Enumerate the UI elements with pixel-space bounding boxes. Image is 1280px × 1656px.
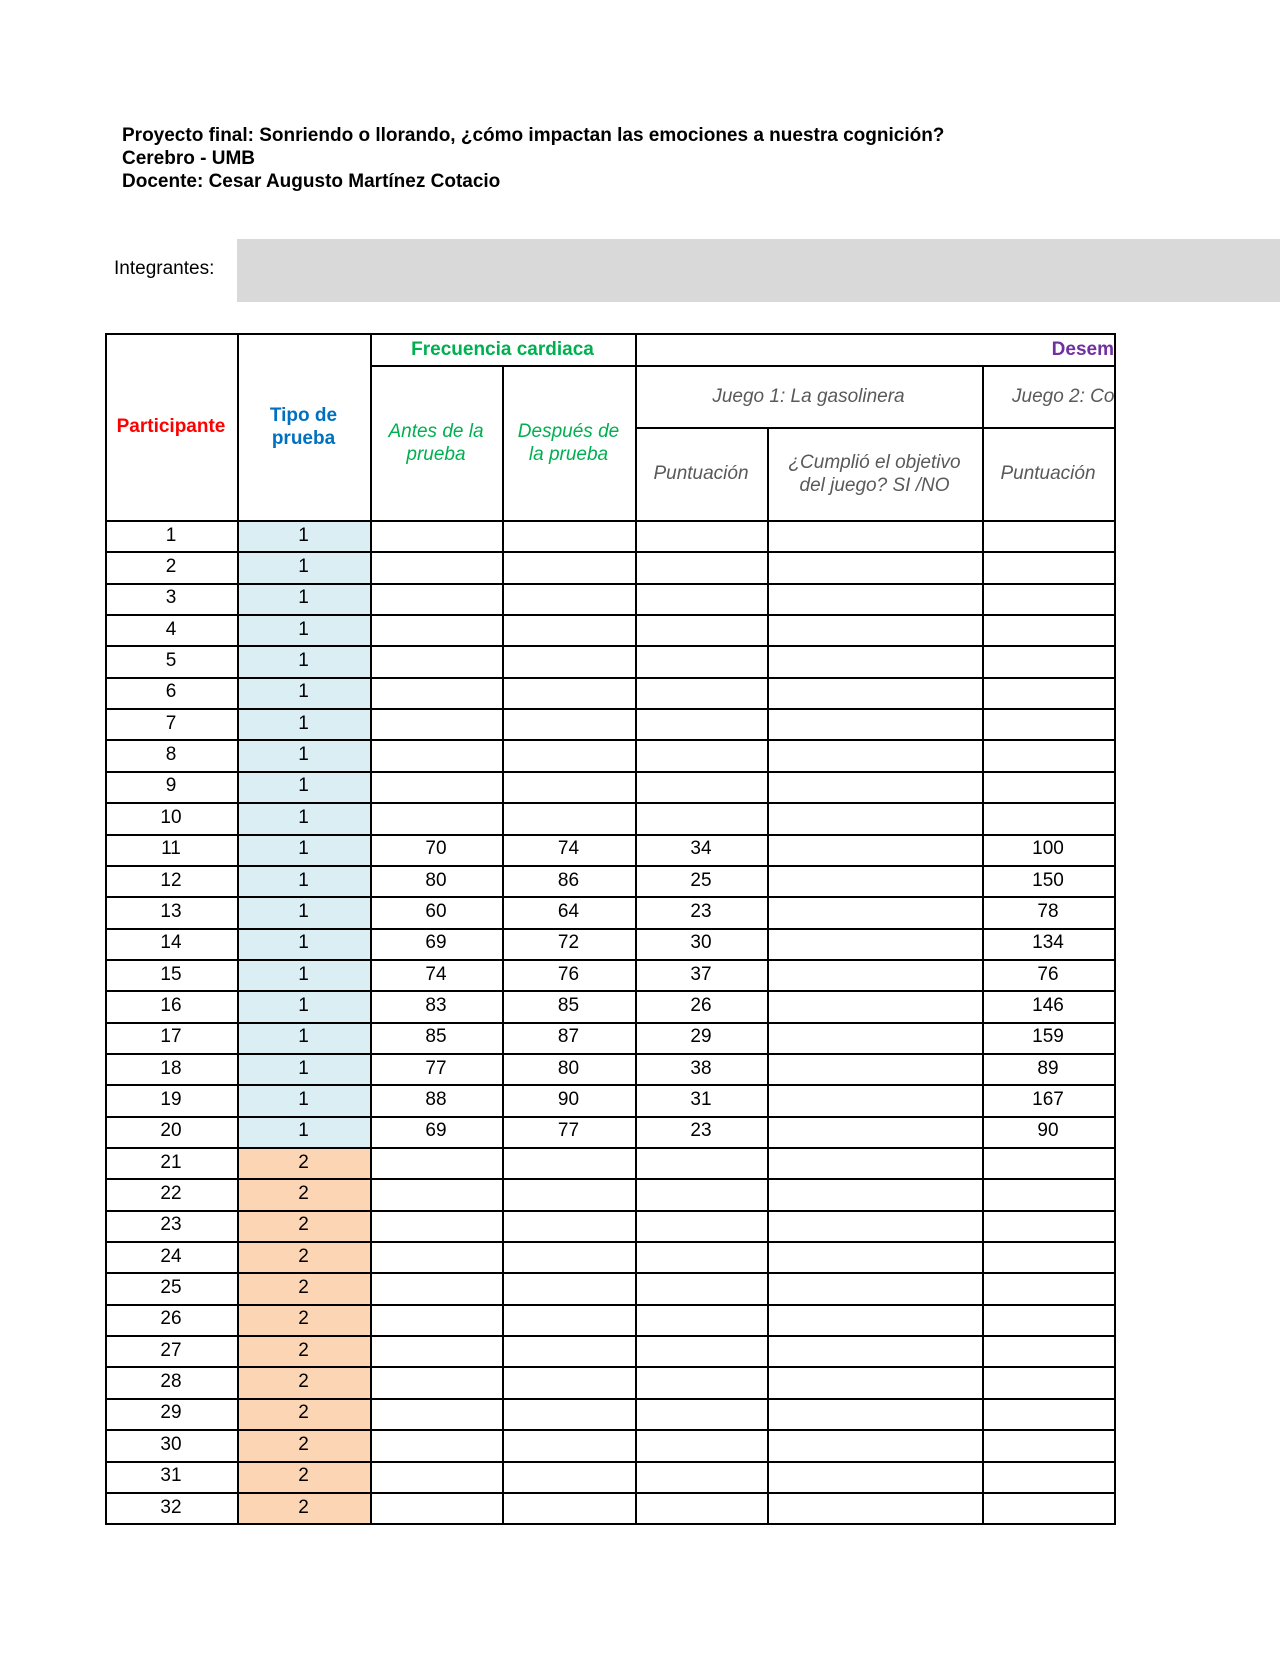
cell-punt2[interactable] xyxy=(982,583,1114,614)
cell-antes[interactable]: 83 xyxy=(425,994,447,1016)
cell-p[interactable]: 3 xyxy=(165,587,177,609)
cell-punt2[interactable] xyxy=(982,802,1114,833)
cell-despues[interactable] xyxy=(502,802,635,833)
cell-punt1[interactable]: 38 xyxy=(690,1057,712,1079)
cell-punt2[interactable]: 146 xyxy=(1032,994,1064,1016)
grid-h xyxy=(105,1429,1116,1431)
cell-despues[interactable] xyxy=(502,1304,635,1335)
cell-antes[interactable]: 85 xyxy=(425,1026,447,1048)
grid-h xyxy=(105,551,1116,553)
grid-h xyxy=(105,1335,1116,1337)
cell-punt1[interactable] xyxy=(635,1241,767,1272)
cell-cumplio[interactable] xyxy=(767,1335,982,1366)
cell-punt2[interactable]: 150 xyxy=(1032,869,1064,891)
cell-despues[interactable] xyxy=(502,1210,635,1241)
cell-despues[interactable] xyxy=(502,1241,635,1272)
cell-despues[interactable]: 90 xyxy=(557,1088,580,1110)
cell-p[interactable]: 26 xyxy=(160,1308,182,1330)
cell-despues[interactable] xyxy=(502,739,635,770)
cell-cumplio[interactable] xyxy=(767,677,982,708)
grid-h xyxy=(105,1398,1116,1400)
col-header-cumplio-objetivo: ¿Cumplió el objetivo del juego? SI /NO xyxy=(788,451,961,496)
cell-punt2[interactable] xyxy=(982,1147,1114,1178)
cell-punt2[interactable] xyxy=(982,677,1114,708)
grid-h xyxy=(105,990,1116,992)
cell-cumplio[interactable] xyxy=(767,865,982,896)
cell-t[interactable]: 2 xyxy=(298,1245,309,1267)
cell-antes[interactable] xyxy=(370,739,502,770)
cell-cumplio[interactable] xyxy=(767,1022,982,1053)
cell-punt1[interactable] xyxy=(635,1398,767,1429)
cell-antes[interactable] xyxy=(370,1304,502,1335)
cell-p[interactable]: 13 xyxy=(160,900,182,922)
cell-cumplio[interactable] xyxy=(767,1398,982,1429)
cell-punt1[interactable] xyxy=(635,1304,767,1335)
cell-despues[interactable] xyxy=(502,614,635,645)
cell-punt1[interactable]: 23 xyxy=(690,900,712,922)
grid-h xyxy=(105,645,1116,647)
grid-v xyxy=(982,365,984,1524)
cell-cumplio[interactable] xyxy=(767,1492,982,1523)
grid-h xyxy=(105,1053,1116,1055)
grid-h xyxy=(105,802,1116,804)
grid-h xyxy=(105,1241,1116,1243)
cell-punt1[interactable]: 25 xyxy=(690,869,712,891)
cell-despues[interactable] xyxy=(502,1272,635,1303)
grid-h xyxy=(105,1084,1116,1086)
cell-despues[interactable] xyxy=(502,1366,635,1397)
cell-p[interactable]: 22 xyxy=(160,1183,182,1205)
cell-t[interactable]: 2 xyxy=(298,1277,309,1299)
cell-t[interactable]: 1 xyxy=(298,681,309,703)
cell-cumplio[interactable] xyxy=(767,645,982,676)
cell-punt2[interactable] xyxy=(982,1366,1114,1397)
col-header-despues: Después de la prueba xyxy=(517,420,620,465)
grid-h xyxy=(105,739,1116,741)
grid-h xyxy=(105,959,1116,961)
grid-h xyxy=(105,928,1116,930)
cell-antes[interactable] xyxy=(370,1178,502,1209)
cell-t[interactable]: 1 xyxy=(298,1120,309,1142)
cell-punt2[interactable] xyxy=(982,614,1114,645)
cell-punt2[interactable]: 78 xyxy=(1037,900,1059,922)
cell-despues[interactable] xyxy=(502,677,635,708)
cell-despues[interactable]: 87 xyxy=(557,1026,580,1048)
cell-punt2[interactable] xyxy=(982,1241,1114,1272)
cell-p[interactable]: 11 xyxy=(161,838,181,860)
cell-p[interactable]: 27 xyxy=(160,1339,182,1361)
cell-antes[interactable] xyxy=(370,614,502,645)
cell-punt1[interactable] xyxy=(635,677,767,708)
cell-punt1[interactable] xyxy=(635,802,767,833)
grid-h xyxy=(370,365,1116,367)
cell-cumplio[interactable] xyxy=(767,1461,982,1492)
cell-t[interactable]: 1 xyxy=(298,963,309,985)
cell-t[interactable]: 1 xyxy=(298,775,309,797)
cell-despues[interactable]: 64 xyxy=(557,900,580,922)
cell-punt2[interactable]: 100 xyxy=(1032,838,1064,860)
cell-t[interactable]: 2 xyxy=(298,1339,309,1361)
cell-p[interactable]: 7 xyxy=(165,712,177,734)
cell-antes[interactable] xyxy=(370,1210,502,1241)
border-bottom xyxy=(105,1523,1116,1525)
cell-punt2[interactable] xyxy=(982,1178,1114,1209)
cell-t[interactable]: 1 xyxy=(298,1088,309,1110)
cell-t[interactable]: 1 xyxy=(298,994,309,1016)
cell-punt1[interactable] xyxy=(635,1272,767,1303)
cell-t[interactable]: 2 xyxy=(298,1183,309,1205)
cell-despues[interactable] xyxy=(502,1429,635,1460)
cell-antes[interactable]: 60 xyxy=(425,900,447,922)
cell-p[interactable]: 6 xyxy=(165,681,177,703)
cell-cumplio[interactable] xyxy=(767,1429,982,1460)
cell-cumplio[interactable] xyxy=(767,1147,982,1178)
cell-punt2[interactable] xyxy=(982,1304,1114,1335)
cell-p[interactable]: 14 xyxy=(160,932,182,954)
grid-h xyxy=(105,1272,1116,1274)
cell-t[interactable]: 1 xyxy=(298,838,309,860)
cell-t[interactable]: 2 xyxy=(298,1151,309,1173)
cell-t[interactable]: 1 xyxy=(298,900,309,922)
col-header-puntuacion-1: Puntuación xyxy=(653,463,749,484)
grid-h xyxy=(105,677,1116,679)
cell-p[interactable]: 28 xyxy=(160,1371,182,1393)
cell-punt1[interactable] xyxy=(635,520,767,551)
cell-despues[interactable]: 76 xyxy=(557,963,580,985)
cell-despues[interactable] xyxy=(502,520,635,551)
cell-p[interactable]: 12 xyxy=(160,869,182,891)
col-header-desempeno: Desem xyxy=(1051,338,1114,360)
cell-cumplio[interactable] xyxy=(767,1272,982,1303)
cell-punt1[interactable]: 23 xyxy=(690,1120,712,1142)
cell-punt2[interactable] xyxy=(982,1335,1114,1366)
cell-punt2[interactable] xyxy=(982,739,1114,770)
cell-antes[interactable] xyxy=(370,583,502,614)
cell-cumplio[interactable] xyxy=(767,1178,982,1209)
cell-t[interactable]: 2 xyxy=(298,1465,309,1487)
cell-cumplio[interactable] xyxy=(767,1084,982,1115)
grid-h xyxy=(105,1116,1116,1118)
cell-antes[interactable]: 69 xyxy=(425,932,447,954)
cell-p[interactable]: 23 xyxy=(160,1214,182,1236)
cell-cumplio[interactable] xyxy=(767,1053,982,1084)
cell-punt1[interactable]: 29 xyxy=(690,1026,712,1048)
cell-antes[interactable]: 70 xyxy=(425,838,447,860)
cell-punt1[interactable] xyxy=(635,1178,767,1209)
grid-h xyxy=(105,1492,1116,1494)
cell-t[interactable]: 1 xyxy=(298,806,309,828)
cell-cumplio[interactable] xyxy=(767,739,982,770)
cell-p[interactable]: 2 xyxy=(165,556,177,578)
cell-despues[interactable] xyxy=(502,1178,635,1209)
integrantes-field[interactable] xyxy=(237,239,1280,302)
border-top xyxy=(105,333,1116,335)
cell-t[interactable]: 2 xyxy=(298,1496,309,1518)
cell-punt1[interactable]: 30 xyxy=(690,932,712,954)
cell-p[interactable]: 21 xyxy=(160,1151,182,1173)
cell-p[interactable]: 16 xyxy=(160,994,182,1016)
cell-despues[interactable]: 72 xyxy=(557,932,580,954)
grid-h xyxy=(105,1304,1116,1306)
cell-cumplio[interactable] xyxy=(767,802,982,833)
col-header-puntuacion-2: Puntuación xyxy=(1000,463,1096,484)
cell-p[interactable]: 24 xyxy=(160,1245,182,1267)
cell-t[interactable]: 1 xyxy=(298,556,309,578)
cell-punt1[interactable] xyxy=(635,1210,767,1241)
cell-cumplio[interactable] xyxy=(767,1241,982,1272)
cell-despues[interactable] xyxy=(502,771,635,802)
cell-cumplio[interactable] xyxy=(767,551,982,582)
cell-despues[interactable] xyxy=(502,551,635,582)
cell-punt2[interactable] xyxy=(982,520,1114,551)
cell-t[interactable]: 2 xyxy=(298,1433,309,1455)
cell-cumplio[interactable] xyxy=(767,834,982,865)
cell-antes[interactable] xyxy=(370,1147,502,1178)
col-header-antes: Antes de la prueba xyxy=(388,420,484,465)
grid-v xyxy=(767,427,769,1524)
cell-cumplio[interactable] xyxy=(767,1366,982,1397)
cell-t[interactable]: 1 xyxy=(298,587,309,609)
cell-punt1[interactable] xyxy=(635,1429,767,1460)
cell-p[interactable]: 31 xyxy=(160,1465,182,1487)
cell-punt2[interactable] xyxy=(982,771,1114,802)
grid-h xyxy=(105,896,1116,898)
grid-h xyxy=(105,834,1116,836)
cell-p[interactable]: 1 xyxy=(165,524,177,546)
cell-despues[interactable] xyxy=(502,1147,635,1178)
cell-punt2[interactable] xyxy=(982,708,1114,739)
cell-punt2[interactable] xyxy=(982,645,1114,676)
cell-cumplio[interactable] xyxy=(767,1210,982,1241)
cell-punt2[interactable]: 90 xyxy=(1037,1120,1059,1142)
cell-cumplio[interactable] xyxy=(767,771,982,802)
cell-punt2[interactable] xyxy=(982,1210,1114,1241)
cell-p[interactable]: 20 xyxy=(160,1120,182,1142)
cell-cumplio[interactable] xyxy=(767,614,982,645)
cell-punt1[interactable] xyxy=(635,1492,767,1523)
cell-punt1[interactable]: 31 xyxy=(690,1088,712,1110)
cell-p[interactable]: 18 xyxy=(160,1057,182,1079)
cell-cumplio[interactable] xyxy=(767,959,982,990)
grid-h xyxy=(635,427,1116,429)
cell-t[interactable]: 1 xyxy=(298,650,309,672)
cell-despues[interactable] xyxy=(502,583,635,614)
cell-cumplio[interactable] xyxy=(767,708,982,739)
cell-t[interactable]: 2 xyxy=(298,1402,309,1424)
cell-cumplio[interactable] xyxy=(767,896,982,927)
grid-h xyxy=(105,520,1116,522)
document-header xyxy=(122,124,944,193)
cell-despues[interactable] xyxy=(502,1335,635,1366)
cell-t[interactable]: 2 xyxy=(298,1371,309,1393)
cell-punt2[interactable] xyxy=(982,551,1114,582)
grid-h xyxy=(105,1210,1116,1212)
grid-h xyxy=(105,1178,1116,1180)
grid-h xyxy=(105,1461,1116,1463)
cell-cumplio[interactable] xyxy=(767,583,982,614)
cell-t[interactable]: 2 xyxy=(298,1308,309,1330)
cell-punt1[interactable] xyxy=(635,1366,767,1397)
col-header-participante: Participante xyxy=(116,416,226,437)
cell-p[interactable]: 8 xyxy=(165,744,177,766)
cell-antes[interactable] xyxy=(370,1366,502,1397)
cell-punt2[interactable]: 167 xyxy=(1032,1088,1064,1110)
cell-t[interactable]: 1 xyxy=(298,744,309,766)
cell-p[interactable]: 10 xyxy=(160,806,182,828)
cell-antes[interactable]: 69 xyxy=(425,1120,447,1142)
cell-t[interactable]: 1 xyxy=(298,869,309,891)
cell-punt1[interactable] xyxy=(635,1335,767,1366)
cell-antes[interactable] xyxy=(370,1272,502,1303)
cell-cumplio[interactable] xyxy=(767,520,982,551)
cell-punt1[interactable] xyxy=(635,739,767,770)
cell-despues[interactable]: 86 xyxy=(557,869,580,891)
cell-antes[interactable] xyxy=(370,708,502,739)
cell-punt1[interactable] xyxy=(635,1147,767,1178)
cell-p[interactable]: 17 xyxy=(160,1026,182,1048)
cell-p[interactable]: 32 xyxy=(160,1496,182,1518)
cell-punt1[interactable]: 34 xyxy=(690,838,712,860)
cell-punt2[interactable]: 89 xyxy=(1037,1057,1059,1079)
cell-antes[interactable] xyxy=(370,551,502,582)
integrantes-label: Integrantes: xyxy=(114,258,215,279)
col-header-tipo-prueba: Tipo de prueba xyxy=(269,404,338,449)
project-title: Proyecto final: Sonriendo o llorando, ¿cómo impactan las emociones a nuestra cognición? xyxy=(122,125,945,146)
cell-t[interactable]: 1 xyxy=(298,712,309,734)
grid-h xyxy=(105,1366,1116,1368)
cell-despues[interactable] xyxy=(502,1398,635,1429)
cell-antes[interactable] xyxy=(370,1241,502,1272)
cell-cumplio[interactable] xyxy=(767,928,982,959)
grid-h xyxy=(105,1022,1116,1024)
cell-antes[interactable] xyxy=(370,1429,502,1460)
cell-despues[interactable] xyxy=(502,708,635,739)
cell-antes[interactable] xyxy=(370,1335,502,1366)
cell-despues[interactable] xyxy=(502,1492,635,1523)
cell-punt2[interactable]: 159 xyxy=(1032,1026,1064,1048)
cell-despues[interactable]: 85 xyxy=(557,994,580,1016)
cell-antes[interactable] xyxy=(370,1461,502,1492)
cell-punt1[interactable] xyxy=(635,645,767,676)
cell-punt2[interactable]: 134 xyxy=(1032,932,1064,954)
cell-despues[interactable]: 74 xyxy=(557,838,580,860)
cell-p[interactable]: 29 xyxy=(160,1402,182,1424)
cell-despues[interactable]: 80 xyxy=(557,1057,580,1079)
course-name: Cerebro - UMB xyxy=(122,148,256,169)
col-header-juego1: Juego 1: La gasolinera xyxy=(712,385,905,407)
cell-punt1[interactable] xyxy=(635,708,767,739)
cell-punt1[interactable] xyxy=(635,551,767,582)
grid-v xyxy=(502,365,504,1524)
cell-p[interactable]: 9 xyxy=(165,775,177,797)
cell-antes[interactable]: 80 xyxy=(425,869,447,891)
cell-p[interactable]: 25 xyxy=(160,1277,182,1299)
grid-h xyxy=(105,614,1116,616)
cell-antes[interactable] xyxy=(370,1492,502,1523)
cell-punt2[interactable] xyxy=(982,1461,1114,1492)
cell-antes[interactable] xyxy=(370,645,502,676)
cell-p[interactable]: 19 xyxy=(160,1088,182,1110)
cell-cumplio[interactable] xyxy=(767,1304,982,1335)
cell-t[interactable]: 1 xyxy=(298,524,309,546)
cell-cumplio[interactable] xyxy=(767,990,982,1021)
cell-despues[interactable] xyxy=(502,645,635,676)
cell-antes[interactable] xyxy=(370,677,502,708)
cell-punt1[interactable] xyxy=(635,583,767,614)
cell-t[interactable]: 1 xyxy=(298,618,309,640)
cell-punt2[interactable] xyxy=(982,1398,1114,1429)
cell-t[interactable]: 1 xyxy=(298,1057,309,1079)
cell-antes[interactable] xyxy=(370,802,502,833)
cell-antes[interactable]: 74 xyxy=(425,963,447,985)
cell-p[interactable]: 4 xyxy=(165,618,177,640)
grid-h xyxy=(105,708,1116,710)
cell-antes[interactable] xyxy=(370,1398,502,1429)
cell-cumplio[interactable] xyxy=(767,1116,982,1147)
cell-p[interactable]: 15 xyxy=(160,963,182,985)
cell-despues[interactable] xyxy=(502,1461,635,1492)
cell-punt2[interactable] xyxy=(982,1492,1114,1523)
cell-despues[interactable]: 77 xyxy=(557,1120,580,1142)
cell-t[interactable]: 1 xyxy=(298,1026,309,1048)
grid-h xyxy=(105,865,1116,867)
cell-antes[interactable] xyxy=(370,520,502,551)
col-header-frecuencia-cardiaca: Frecuencia cardiaca xyxy=(411,338,594,360)
cell-antes[interactable]: 77 xyxy=(425,1057,447,1079)
cell-antes[interactable]: 88 xyxy=(425,1088,447,1110)
grid-h xyxy=(105,771,1116,773)
col-header-juego2: Juego 2: Co xyxy=(1012,385,1115,407)
teacher-name: Docente: Cesar Augusto Martínez Cotacio xyxy=(122,171,501,192)
cell-punt1[interactable]: 37 xyxy=(690,963,712,985)
grid-h xyxy=(105,1147,1116,1149)
cell-punt2[interactable] xyxy=(982,1272,1114,1303)
cell-punt2[interactable]: 76 xyxy=(1037,963,1059,985)
cell-p[interactable]: 5 xyxy=(165,650,177,672)
cell-punt1[interactable] xyxy=(635,1461,767,1492)
cell-punt1[interactable] xyxy=(635,771,767,802)
grid-h xyxy=(105,583,1116,585)
cell-t[interactable]: 2 xyxy=(298,1214,309,1236)
cell-punt2[interactable] xyxy=(982,1429,1114,1460)
cell-punt1[interactable]: 26 xyxy=(690,994,712,1016)
cell-t[interactable]: 1 xyxy=(298,932,309,954)
cell-p[interactable]: 30 xyxy=(160,1433,182,1455)
cell-antes[interactable] xyxy=(370,771,502,802)
cell-punt1[interactable] xyxy=(635,614,767,645)
